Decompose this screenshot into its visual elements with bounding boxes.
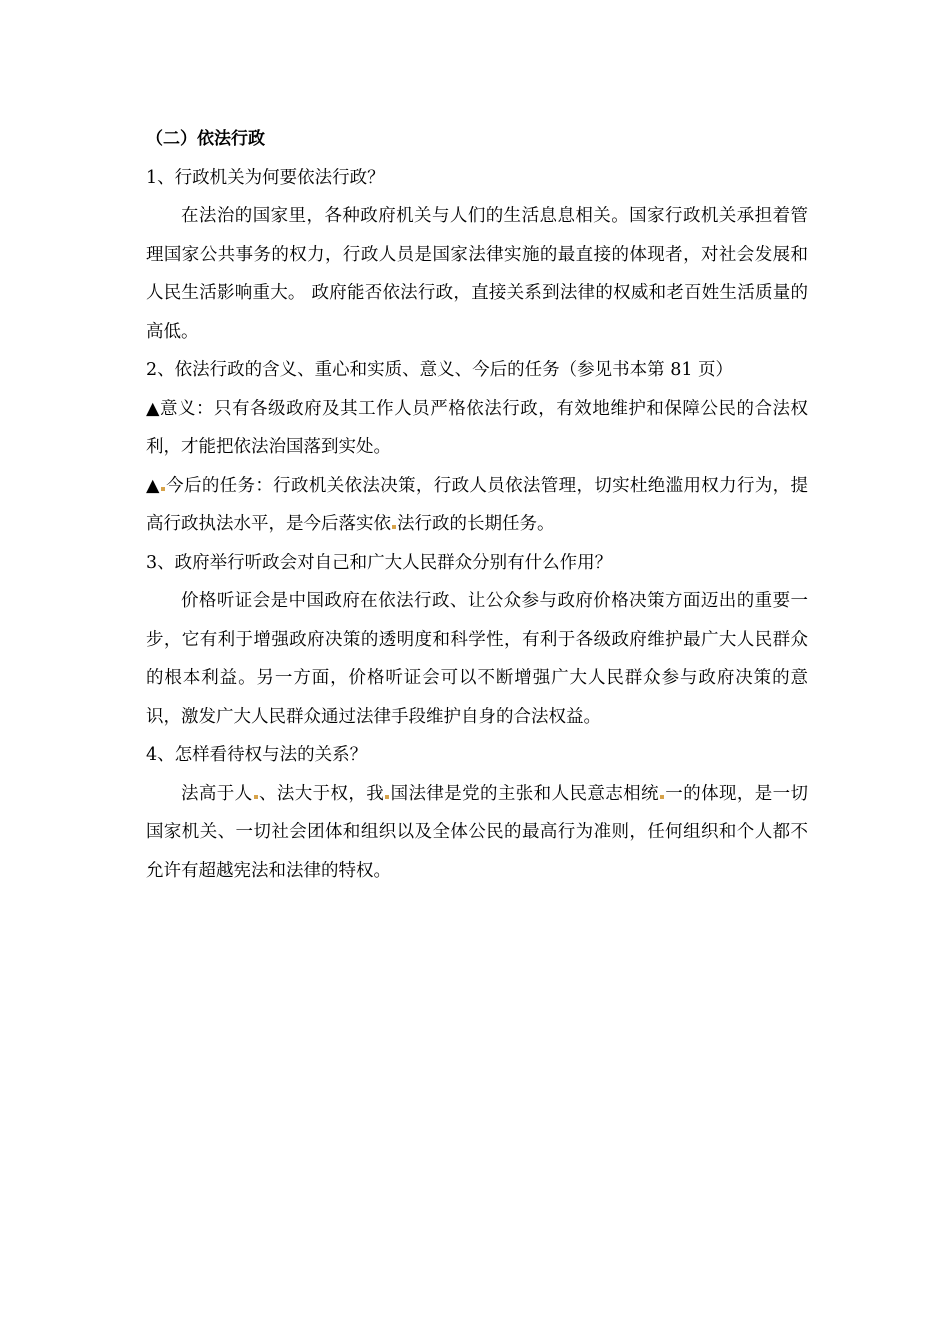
question-3: 3、政府举行听政会对自己和广大人民群众分别有什么作用？ bbox=[146, 552, 613, 573]
answer-1: 在法治的国家里，各种政府机关与人们的生活息息相关。国家行政机关承担着管理国家公共事务的权力，行政人员是国家法律实施的最直接的体现者，对社会发展和人民生活影响重大。 政府能否依法行政，直接关系到法律的权威和老百姓生活质量的高低。 bbox=[146, 206, 808, 342]
section-title: （二）依法行政 bbox=[146, 129, 265, 149]
edit-mark bbox=[385, 795, 389, 799]
task-text-part-1: 今后的任务：行政机关依法决策，行政人员依法管理，切实杜绝滥用权力行为，提高行政执法水平，是今后落实依 bbox=[146, 475, 809, 534]
question-2: 2、依法行政的含义、重心和实质、意义、今后的任务（参见书本第 81 页） bbox=[146, 360, 734, 380]
answer-3: 价格听证会是中国政府在依法行政、让公众参与政府价格决策方面迈出的重要一步，它有利于增强政府决策的透明度和科学性，有利于各级政府维护最广大人民群众的根本利益。另一方面，价格听证会可以不断增强广大人民群众参与政府决策的意识，激发广大人民群众通过法律手段维护自身的合法权益。 bbox=[146, 591, 808, 727]
edit-mark bbox=[392, 525, 396, 529]
edit-mark bbox=[660, 795, 664, 799]
task-text-part-2: 法行政的长期任务。 bbox=[397, 514, 555, 534]
question-4: 4、怎样看待权与法的关系？ bbox=[146, 745, 368, 765]
answer-4-part-1: 法高于人 bbox=[181, 783, 253, 804]
meaning-paragraph: ▲意义：只有各级政府及其工作人员严格依法行政，有效地维护和保障公民的合法权利，才能把依法治国落到实处。 bbox=[146, 398, 808, 457]
answer-4-part-4: 一的体现，是一切国家机关、一切社会团体和组织以及全体公民的最高行为准则，任何组织和个人都不允许有超越宪法和法律的特权。 bbox=[146, 783, 809, 881]
edit-mark bbox=[161, 487, 165, 491]
question-1: 1、行政机关为何要依法行政？ bbox=[146, 167, 385, 188]
triangle-bullet: ▲ bbox=[146, 475, 160, 496]
edit-mark bbox=[254, 795, 258, 799]
answer-4-part-3: 国法律是党的主张和人民意志相统 bbox=[390, 783, 659, 804]
answer-4-part-2: 、法大于权，我 bbox=[258, 783, 385, 804]
document-body bbox=[146, 120, 808, 890]
task-paragraph bbox=[146, 467, 808, 544]
answer-4 bbox=[146, 775, 808, 891]
